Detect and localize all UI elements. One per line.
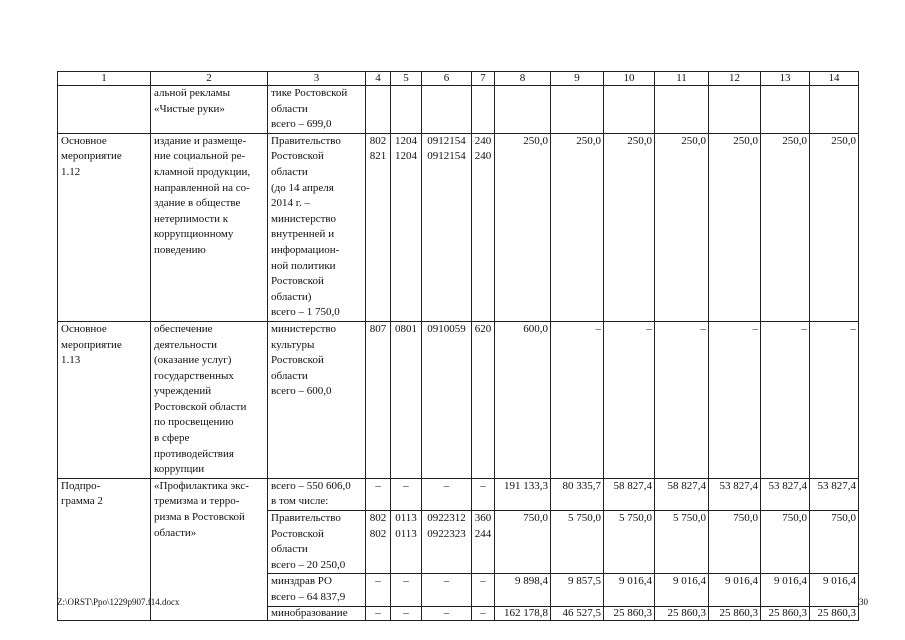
code-vr: 620 [472,321,495,478]
column-header: 6 [422,72,472,86]
cell [58,86,151,134]
column-header: 2 [151,72,268,86]
cell [391,86,422,134]
code-grbs: 802 821 [366,133,391,321]
amount-cell: 80 335,7 [551,478,604,510]
code-grbs: – [366,606,391,620]
code-csr: 0912154 0912154 [422,133,472,321]
amount-cell: 5 750,0 [551,511,604,574]
amount-cell: 750,0 [709,511,761,574]
column-header: 5 [391,72,422,86]
table-row [58,321,859,478]
executor: всего – 550 606,0 в том числе: [268,478,366,510]
table-row [58,86,859,134]
amount-cell: – [551,321,604,478]
cell: альной рекламы «Чистые руки» [151,86,268,134]
amount-cell: 9 016,4 [655,574,709,606]
code-csr: – [422,478,472,510]
cell [422,86,472,134]
executor: Правительство Ростовской области всего – 20 250,0 [268,511,366,574]
page-number: 30 [859,597,868,607]
code-vr: – [472,478,495,510]
cell [366,86,391,134]
amount-cell: 250,0 [810,133,859,321]
amount-cell: – [761,321,810,478]
amount-cell: 25 860,3 [604,606,655,620]
amount-cell: 250,0 [709,133,761,321]
amount-cell: 9 898,4 [495,574,551,606]
amount-cell: 9 857,5 [551,574,604,606]
column-header: 12 [709,72,761,86]
amount-cell: 162 178,8 [495,606,551,620]
program-table [57,71,859,621]
amount-cell: – [709,321,761,478]
header-row [58,72,859,86]
code-vr: – [472,574,495,606]
amount-cell: 250,0 [761,133,810,321]
column-header: 10 [604,72,655,86]
column-header: 1 [58,72,151,86]
amount-cell: 250,0 [551,133,604,321]
activity-name: Основное мероприятие 1.12 [58,133,151,321]
cell [709,86,761,134]
amount-cell: 53 827,4 [810,478,859,510]
code-rzpr: 0801 [391,321,422,478]
cell [551,86,604,134]
table-row [58,133,859,321]
executor: минобразование [268,606,366,620]
column-header: 14 [810,72,859,86]
cell: тике Ростовской области всего – 699,0 [268,86,366,134]
activity-description: обеспечение деятельности (оказание услуг) государственных учреждений Ростовской области по просвещению в сфере противодействия коррупции [151,321,268,478]
amount-cell: – [604,321,655,478]
executor: Правительство Ростовской области (до 14 апреля 2014 г. – министерство внутренней и информацион- ной политики Ростовской области) всего – 1 750,0 [268,133,366,321]
code-grbs: – [366,478,391,510]
column-header: 9 [551,72,604,86]
amount-cell: 9 016,4 [761,574,810,606]
code-grbs: 802 802 [366,511,391,574]
amount-cell: – [810,321,859,478]
amount-cell: 250,0 [604,133,655,321]
amount-cell: 5 750,0 [655,511,709,574]
column-header: 8 [495,72,551,86]
executor: министерство культуры Ростовской области всего – 600,0 [268,321,366,478]
column-header: 4 [366,72,391,86]
amount-cell: 25 860,3 [761,606,810,620]
cell [604,86,655,134]
amount-cell: 250,0 [655,133,709,321]
code-csr: – [422,606,472,620]
amount-cell: 5 750,0 [604,511,655,574]
cell [495,86,551,134]
amount-cell: 9 016,4 [810,574,859,606]
subprogram-title: «Профилактика экс- тремизма и терро- ризма в Ростовской области» [151,478,268,620]
code-csr: 0922312 0922323 [422,511,472,574]
amount-cell: 25 860,3 [709,606,761,620]
amount-cell: 25 860,3 [655,606,709,620]
amount-cell: 53 827,4 [761,478,810,510]
code-grbs: – [366,574,391,606]
code-grbs: 807 [366,321,391,478]
amount-cell: 750,0 [495,511,551,574]
column-header: 13 [761,72,810,86]
amount-cell: 9 016,4 [709,574,761,606]
cell [810,86,859,134]
code-rzpr: 0113 0113 [391,511,422,574]
amount-cell: 750,0 [810,511,859,574]
table-row [58,478,859,510]
cell [655,86,709,134]
amount-cell: 46 527,5 [551,606,604,620]
file-path: Z:\ORST\Ppo\1229p907.f14.docx [57,597,180,607]
cell [761,86,810,134]
activity-name: Основное мероприятие 1.13 [58,321,151,478]
code-rzpr: 1204 1204 [391,133,422,321]
code-vr: – [472,606,495,620]
column-header: 3 [268,72,366,86]
subprogram-name: Подпро- грамма 2 [58,478,151,620]
amount-cell: – [655,321,709,478]
amount-cell: 58 827,4 [604,478,655,510]
column-header: 11 [655,72,709,86]
activity-description: издание и размеще- ние социальной ре- кламной продукции, направленной на со- здание в обществе нетерпимости к коррупционному поведению [151,133,268,321]
code-rzpr: – [391,606,422,620]
amount-cell: 750,0 [761,511,810,574]
amount-cell: 191 133,3 [495,478,551,510]
amount-cell: 600,0 [495,321,551,478]
amount-cell: 25 860,3 [810,606,859,620]
code-rzpr: – [391,574,422,606]
amount-cell: 53 827,4 [709,478,761,510]
amount-cell: 58 827,4 [655,478,709,510]
cell [472,86,495,134]
executor: минздрав РО всего – 64 837,9 [268,574,366,606]
amount-cell: 9 016,4 [604,574,655,606]
code-csr: 0910059 [422,321,472,478]
code-rzpr: – [391,478,422,510]
amount-cell: 250,0 [495,133,551,321]
code-vr: 240 240 [472,133,495,321]
column-header: 7 [472,72,495,86]
code-vr: 360 244 [472,511,495,574]
code-csr: – [422,574,472,606]
